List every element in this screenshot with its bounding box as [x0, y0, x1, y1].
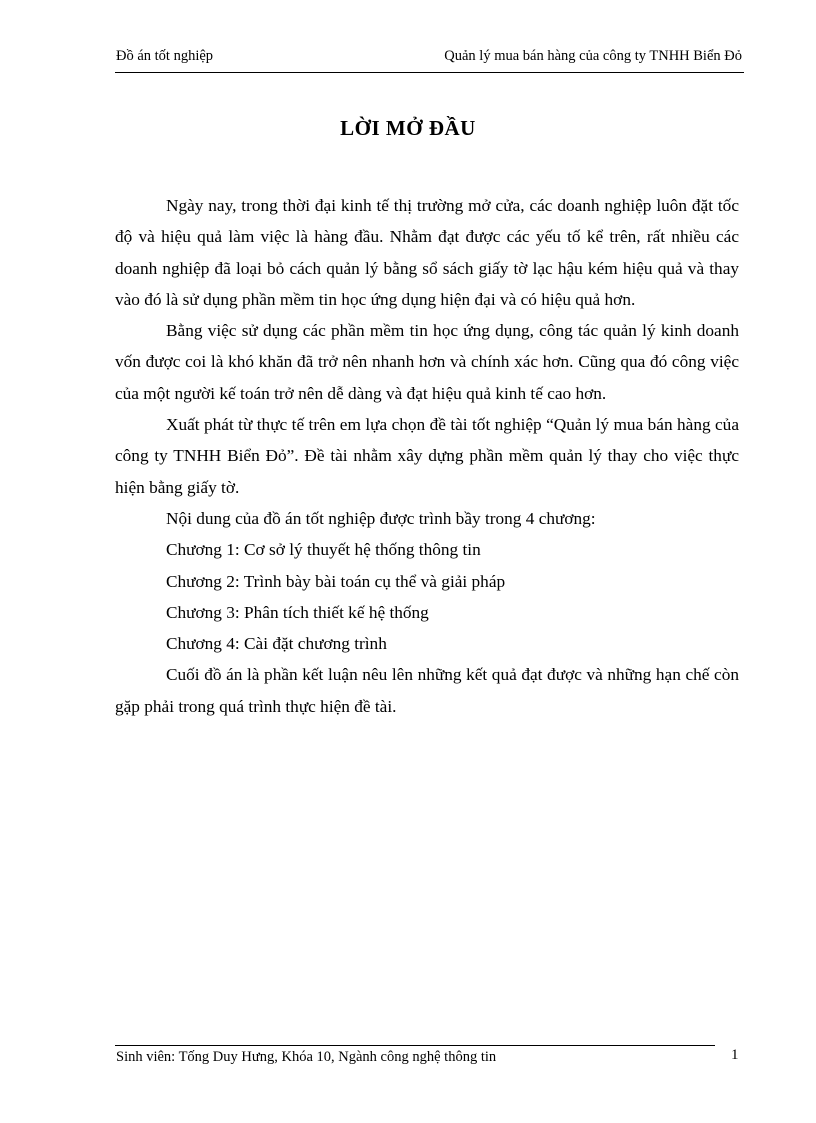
chapter-item: Chương 2: Trình bày bài toán cụ thể và giải pháp	[166, 571, 506, 591]
header-right-text: Quản lý mua bán hàng của công ty TNHH Biển Đỏ	[444, 48, 742, 64]
document-body	[115, 190, 739, 722]
paragraph: Ngày nay, trong thời đại kinh tế thị trường mở cửa, các doanh nghiệp luôn đặt tốc độ và hiệu quả làm việc là hàng đầu. Nhằm đạt được các yếu tố kể trên, rất nhiều các doanh nghiệp đã loại bỏ cách quản lý bằng sổ sách giấy tờ lạc hậu kém hiệu quả và thay vào đó là sử dụng phần mềm tin học ứng dụng hiện đại và có hiệu quả hơn.	[115, 196, 739, 309]
page-footer	[115, 1045, 715, 1065]
page-number: 1	[731, 1047, 739, 1063]
chapter-item: Chương 4: Cài đặt chương trình	[166, 634, 387, 654]
header-left-text: Đồ án tốt nghiệp	[116, 48, 214, 64]
closing-paragraph: Cuối đồ án là phần kết luận nêu lên những kết quả đạt được và những hạn chế còn gặp phải trong quá trình thực hiện đề tài.	[115, 665, 739, 716]
chapter-item: Chương 3: Phân tích thiết kế hệ thống	[166, 602, 429, 622]
paragraph: Bằng việc sử dụng các phần mềm tin học ứng dụng, công tác quản lý kinh doanh vốn được coi là khó khăn đã trở nên nhanh hơn và chính xác hơn. Cũng qua đó công việc của một người kế toán trở nên dễ dàng và đạt hiệu quả kinh tế cao hơn.	[115, 321, 739, 403]
page-title: LỜI MỞ ĐẦU	[340, 116, 476, 140]
paragraph: Nội dung của đồ án tốt nghiệp được trình bầy trong 4 chương:	[166, 508, 596, 528]
chapter-item: Chương 1: Cơ sở lý thuyết hệ thống thông tin	[166, 540, 481, 560]
paragraph: Xuất phát từ thực tế trên em lựa chọn đề tài tốt nghiệp “Quản lý mua bán hàng của công ty TNHH Biển Đỏ”. Đề tài nhằm xây dựng phần mềm quản lý thay cho việc thực hiện bằng giấy tờ.	[115, 415, 739, 497]
footer-student-text: Sinh viên: Tống Duy Hưng, Khóa 10, Ngành công nghệ thông tin	[116, 1049, 497, 1065]
page-header	[115, 46, 744, 73]
